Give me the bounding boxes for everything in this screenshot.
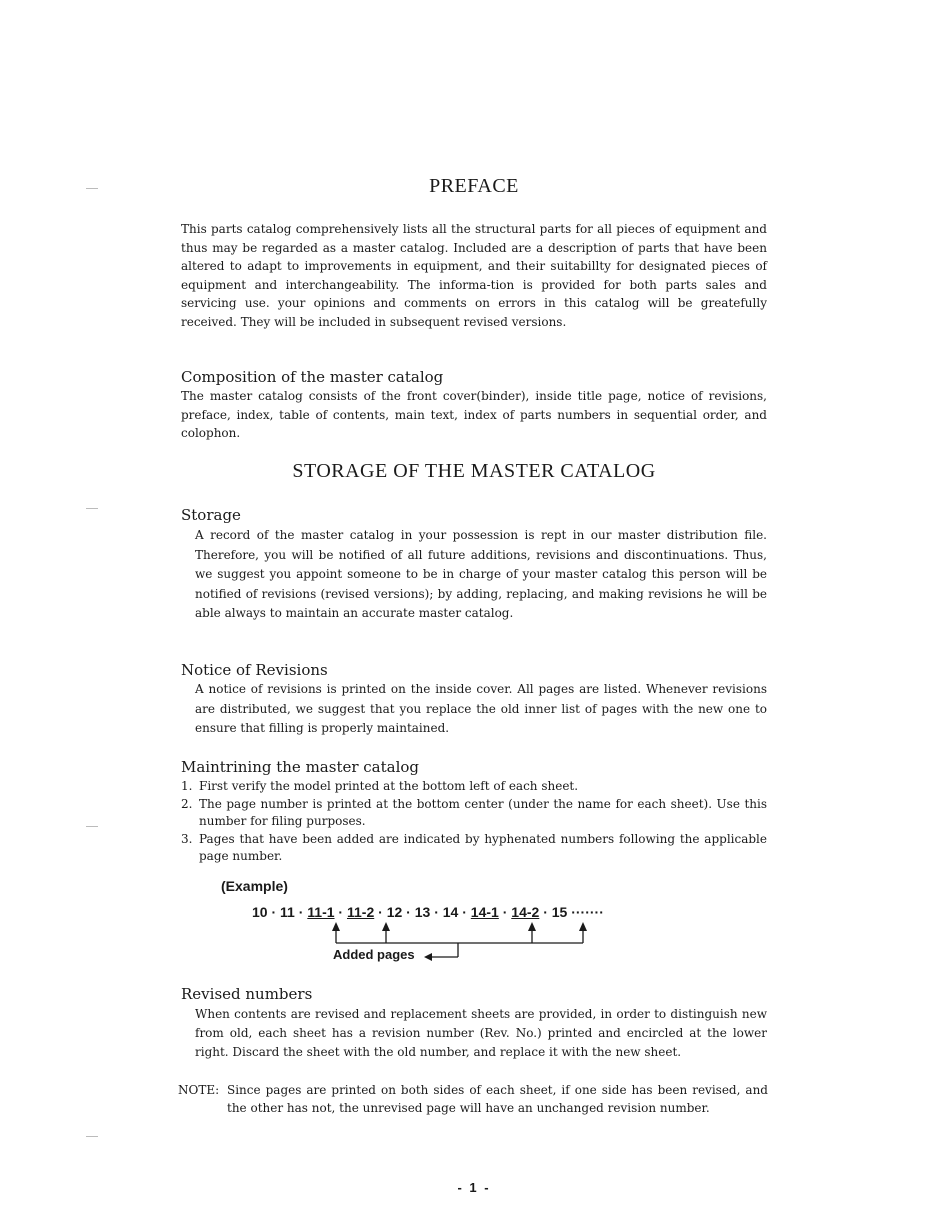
preface-body: This parts catalog comprehensively lists all the structural parts for all pieces of equipment and thus may be regarded as a master catalog. Included are a description of parts that have been altered to adapt to improvements in equipment, and their suitabillty for designated pieces of equipment and interchangeability. The informa-tion is provided for both parts sales and servicing use. your opinions and comments on errors in this catalog will be greatefully received. They will be included in subsequent revised versions.	[181, 222, 767, 329]
revised-body: When contents are revised and replacement sheets are provided, in order to distinguish new from old, each sheet has a revision number (Rev. No.) printed and encircled at the lower right. Discard the sheet with the old number, and replace it with the new sheet.	[195, 1007, 767, 1059]
storage-body: A record of the master catalog in your possession is rept in our master distribution file. Therefore, you will be notified of all future additions, revisions and discontinuations. Thus, we suggest you appoint someone to be in charge of your master catalog this person will be notified of revisions (revised versions); by adding, replacing, and making revisions he will be able always to maintain an accurate master catalog.	[195, 528, 767, 620]
page-11: 11	[280, 904, 295, 920]
storage-section-title: STORAGE OF THE MASTER CATALOG	[292, 460, 656, 482]
note-label: NOTE:	[178, 1083, 220, 1097]
composition-heading: Composition of the master catalog	[181, 368, 444, 386]
revised-heading: Revised numbers	[181, 985, 313, 1003]
page-11-1: 11-1	[307, 904, 335, 920]
ellipsis-dots: ·······	[571, 904, 604, 920]
step-number: 1.	[181, 779, 193, 793]
page-12: 12	[386, 904, 403, 920]
arrowhead-label	[424, 953, 432, 961]
page-number: - 1 -	[457, 1180, 491, 1195]
separator: ·	[539, 904, 552, 920]
maintaining-heading: Maintrining the master catalog	[181, 758, 420, 776]
arrowhead-14-2	[579, 922, 587, 931]
step-number: 2.	[181, 796, 193, 811]
page-10: 10	[252, 904, 268, 920]
margin-mark	[86, 1136, 98, 1137]
margin-mark	[86, 826, 98, 827]
separator: ·	[267, 904, 281, 920]
page-15: 15	[551, 904, 568, 920]
arrowhead-11-2	[382, 922, 390, 931]
step-text: The page number is printed at the bottom center (under the name for each sheet). Use this number for filing purposes.	[199, 796, 767, 828]
separator: ·	[374, 904, 387, 920]
notice-heading: Notice of Revisions	[181, 661, 328, 679]
storage-heading: Storage	[181, 506, 241, 524]
added-pages-label: Added pages	[333, 947, 415, 962]
example-label: (Example)	[221, 878, 288, 894]
arrowhead-11-1	[332, 922, 340, 931]
separator: ·	[294, 904, 308, 920]
step-number: 3.	[181, 831, 193, 846]
preface-title: PREFACE	[429, 175, 519, 197]
separator: ·	[458, 904, 471, 920]
margin-mark	[86, 508, 98, 509]
separator: ·	[498, 904, 512, 920]
revision-note	[178, 1082, 768, 1117]
step-text: First verify the model printed at the bottom left of each sheet.	[199, 779, 579, 793]
separator: ·	[430, 904, 443, 920]
step-text: Pages that have been added are indicated by hyphenated numbers following the applicable page number.	[199, 831, 767, 863]
composition-body: The master catalog consists of the front cover(binder), inside title page, notice of revisions, preface, index, table of contents, main text, index of parts numbers in sequential order, and colophon.	[181, 389, 767, 440]
page-13: 13	[414, 904, 431, 920]
page-14-2: 14-2	[511, 904, 540, 920]
page-11-2: 11-2	[347, 904, 375, 920]
page-14: 14	[442, 904, 459, 920]
note-text: Since pages are printed on both sides of each sheet, if one side has been revised, and the other has not, the unrevised page will have an unchanged revision number.	[227, 1083, 768, 1115]
notice-body: A notice of revisions is printed on the inside cover. All pages are listed. Whenever revisions are distributed, we suggest that you replace the old inner list of pages with the new one to ensure that filling is properly maintained.	[195, 682, 767, 735]
page-14-1: 14-1	[470, 904, 499, 920]
arrowhead-14-1	[528, 922, 536, 931]
margin-mark	[86, 188, 98, 189]
separator: ·	[334, 904, 347, 920]
separator: ·	[402, 904, 415, 920]
